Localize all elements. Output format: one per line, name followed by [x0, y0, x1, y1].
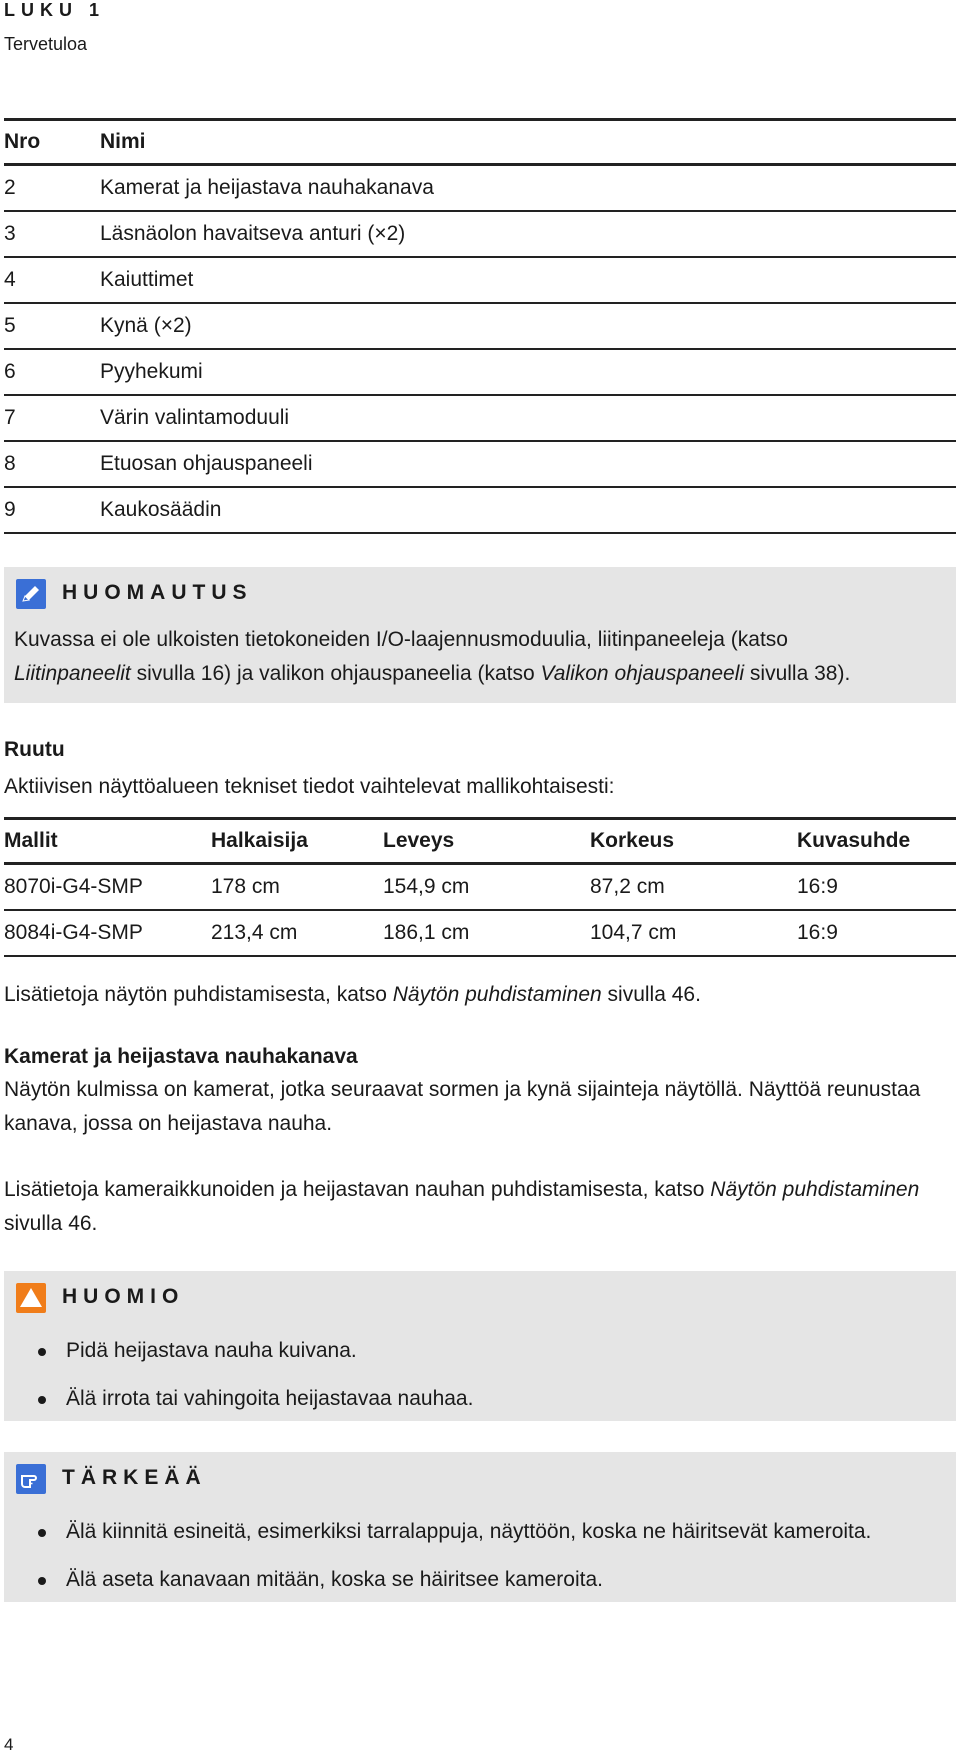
- table-cell: 6: [4, 360, 16, 383]
- table-row: [4, 865, 956, 911]
- table-row: [4, 212, 956, 258]
- table-row: [4, 488, 956, 534]
- display-intro: Aktiivisen näyttöalueen tekniset tiedot vaihtelevat mallikohtaisesti:: [4, 775, 615, 798]
- ref-text: Lisätietoja näytön puhdistamisesta, katso: [4, 983, 393, 1006]
- table-cell: 5: [4, 314, 16, 337]
- camera-cleaning-reference: [4, 1173, 924, 1241]
- ref-text: sivulla 46.: [601, 983, 701, 1006]
- header-cell: Kuvasuhde: [797, 829, 911, 852]
- parts-table: [4, 118, 956, 534]
- table-cell: Läsnäolon havaitseva anturi (×2): [100, 222, 406, 245]
- table-cell: 213,4 cm: [211, 921, 298, 944]
- table-row: [4, 304, 956, 350]
- pencil-icon: [16, 579, 46, 609]
- list-item: Pidä heijastava nauha kuivana.: [26, 1337, 473, 1385]
- pointing-hand-icon: [16, 1464, 46, 1494]
- display-specs-table: [4, 817, 956, 957]
- caution-title: HUOMIO: [62, 1285, 185, 1308]
- table-cell: 154,9 cm: [383, 875, 470, 898]
- display-heading: Ruutu: [4, 738, 65, 761]
- table-cell: 3: [4, 222, 16, 245]
- table-row: [4, 258, 956, 304]
- table-row: [4, 911, 956, 957]
- table-cell: Kaiuttimet: [100, 268, 194, 291]
- header-cell: Korkeus: [590, 829, 675, 852]
- table-cell: Värin valintamoduuli: [100, 406, 290, 429]
- ref-text: Lisätietoja kameraikkunoiden ja heijastavan nauhan puhdistamisesta, katso: [4, 1178, 711, 1201]
- chapter-title: Tervetuloa: [4, 34, 88, 54]
- cleaning-link[interactable]: Näytön puhdistaminen: [392, 983, 602, 1006]
- table-cell: 87,2 cm: [590, 875, 665, 898]
- note-title: HUOMAUTUS: [62, 581, 253, 604]
- note-link-menu-panel[interactable]: Valikon ohjauspaneeli: [540, 662, 745, 685]
- important-list: [26, 1518, 871, 1614]
- note-text-part: Kuvassa ei ole ulkoisten tietokoneiden I/O-laajennusmoduulia, liitinpaneeleja (katso: [14, 628, 788, 651]
- header-cell-name: Nimi: [100, 130, 146, 153]
- note-link-connectors[interactable]: Liitinpaneelit: [14, 662, 131, 685]
- table-cell: 8070i-G4-SMP: [4, 875, 143, 898]
- important-callout: [4, 1452, 956, 1602]
- important-title: TÄRKEÄÄ: [62, 1466, 207, 1489]
- table-cell: Pyyhekumi: [100, 360, 203, 383]
- table-cell: 104,7 cm: [590, 921, 677, 944]
- table-row: [4, 442, 956, 488]
- note-text: [14, 623, 936, 691]
- page-number: 4: [4, 1735, 14, 1754]
- note-callout: [4, 567, 956, 703]
- table-cell: 8: [4, 452, 16, 475]
- table-cell: 4: [4, 268, 16, 291]
- cleaning-reference: [4, 978, 924, 1012]
- table-cell: Kynä (×2): [100, 314, 192, 337]
- table-cell: 16:9: [797, 921, 838, 944]
- header-cell-nro: Nro: [4, 130, 41, 153]
- table-cell: 7: [4, 406, 16, 429]
- table-cell: 178 cm: [211, 875, 280, 898]
- list-item: Älä irrota tai vahingoita heijastavaa nauhaa.: [26, 1385, 473, 1433]
- caution-callout: [4, 1271, 956, 1421]
- table-header-row: [4, 817, 956, 865]
- table-cell: Etuosan ohjauspaneeli: [100, 452, 313, 475]
- header-cell: Leveys: [383, 829, 455, 852]
- header-cell: Mallit: [4, 829, 58, 852]
- camera-paragraph: Näytön kulmissa on kamerat, jotka seuraavat sormen ja kynä sijainteja näytöllä. Näyttöä reunustaa kanava, jossa on heijastava nauha.: [4, 1078, 921, 1135]
- table-cell: 186,1 cm: [383, 921, 470, 944]
- table-cell: Kaukosäädin: [100, 498, 222, 521]
- chapter-label: LUKU 1: [4, 0, 106, 20]
- table-header-row: [4, 118, 956, 166]
- table-row: [4, 396, 956, 442]
- camera-heading: Kamerat ja heijastava nauhakanava: [4, 1045, 358, 1068]
- table-cell: 9: [4, 498, 16, 521]
- table-row: [4, 350, 956, 396]
- list-item: Älä aseta kanavaan mitään, koska se häiritsee kameroita.: [26, 1566, 871, 1614]
- list-item: Älä kiinnitä esineitä, esimerkiksi tarralappuja, näyttöön, koska ne häiritsevät kameroita.: [26, 1518, 871, 1566]
- note-text-part: sivulla 16) ja valikon ohjauspaneelia (katso: [130, 662, 541, 685]
- table-cell: 2: [4, 176, 16, 199]
- table-cell: 16:9: [797, 875, 838, 898]
- ref-text: sivulla 46.: [4, 1212, 98, 1235]
- table-row: [4, 166, 956, 212]
- table-cell: Kamerat ja heijastava nauhakanava: [100, 176, 434, 199]
- note-text-part: sivulla 38).: [744, 662, 851, 685]
- caution-list: [26, 1337, 473, 1433]
- cleaning-link[interactable]: Näytön puhdistaminen: [710, 1178, 920, 1201]
- header-cell: Halkaisija: [211, 829, 308, 852]
- warning-icon: [16, 1283, 46, 1313]
- table-cell: 8084i-G4-SMP: [4, 921, 143, 944]
